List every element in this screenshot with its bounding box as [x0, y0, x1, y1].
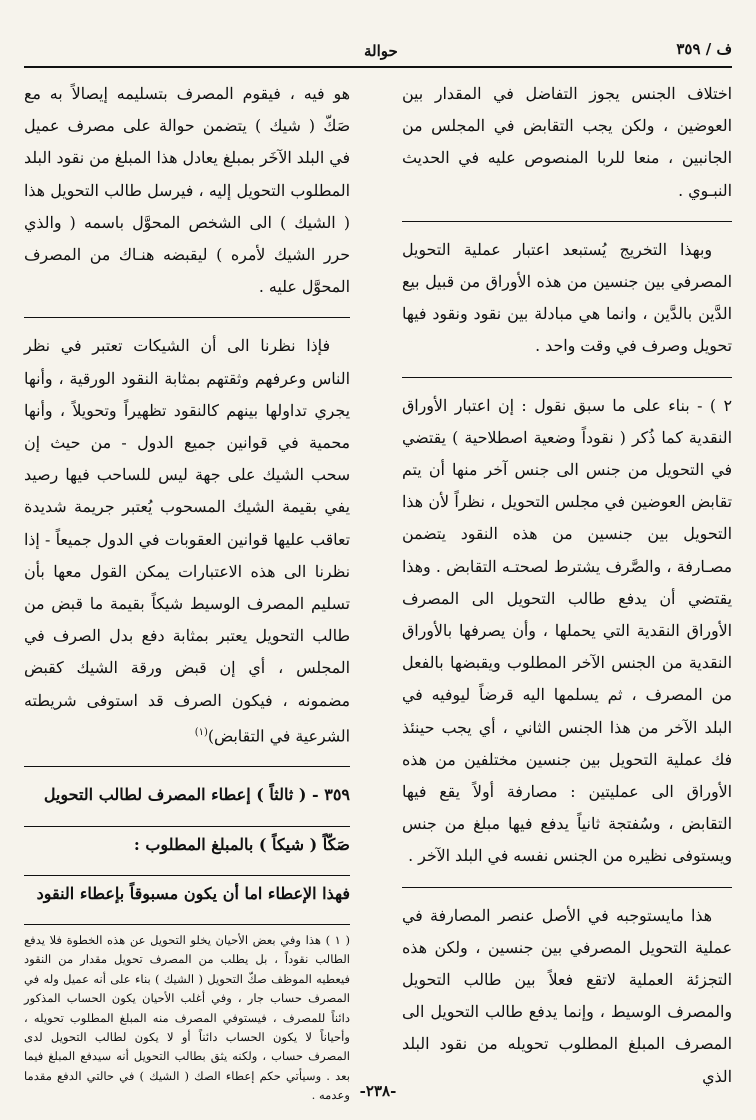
divider [24, 766, 350, 767]
footnote: ( ١ ) هذا وفي بعض الأحيان يخلو التحويل عن هذه الخطوة فلا يدفع الطالب نقوداً ، بل يطلب من المصرف تحويل مقدار من النقود فيعطيه الموظف صكّ التحويل ( الشيك ) بناء على أنه عميل وله في المصرف حساب جار ، وفي أغلب الأحيان يكون الحساب المذكور دائناً للمصرف ، فيستوفي المصرف منه المبلغ المطلوب تحويله ، وأحياناً لا يكون الحساب دائناً أو لا يكون لطالب التحويل لدى المصرف حساب ، ولكنه يثق بطالب التحويل أنه سيدفع المبلغ فيما بعد . وسيأتي حكم إعطاء الصك ( الشيك ) في حالتي الدفع مقدما وعدمه . [24, 932, 350, 1103]
paragraph [24, 330, 350, 752]
right-column [402, 78, 732, 1107]
divider [402, 887, 732, 888]
divider [24, 875, 350, 876]
divider [402, 377, 732, 378]
divider [402, 221, 732, 222]
running-topic: حوالة [364, 42, 398, 60]
page-number: -٢٣٨- [359, 1082, 397, 1100]
paragraph: هذا مايستوجبه في الأصل عنصر المصارفة في عملية التحويل المصرفي بين جنسين ، ولكن هذه التجزئة العملية لاتقع فعلاً بين طالب التحويل والمصرف الوسيط ، وإنما يدفع طالب التحويل الى المصرف المبلغ المطلوب تحويله من نقود البلد الذي [402, 905, 732, 1086]
paragraph: فهذا الإعطاء اما أن يكون مسبوقاً بإعطاء النقود [36, 883, 350, 903]
paragraph-text: فإذا نظرنا الى أن الشيكات تعتبر في نظر الناس وعرفهم وثقتهم بمثابة النقود الورقية ، وأنها يجري تداولها بينهم كالنقود تظهيراً وتحويلاً ، وأنها محمية في قوانين جميع الدول - من حيث إن سحب الشيك على جهة ليس للساحب فيها رصيد يفي بقيمة الشيك المسحوب يُعتبر جريمة شديدة تعاقب عليها قوانين العقوبات في الدول جميعاً - إذا نظرنا الى هذه الاعتبارات يمكن القول معها بأن تسليم المصرف الوسيط شيكاً بقيمة ما قبض من طالب التحويل يعتبر بمثابة دفع بدل الصرف في المجلس ، أي إن قبض ورقة الشيك كقبض مضمونه ، فيكون الصرف قد استوفى شريطته الشرعية في التقابض) [24, 336, 350, 746]
paragraph: ٢ ) - بناء على ما سبق نقول : إن اعتبار الأوراق النقدية كما ذُكر ( نقوداً وضعية اصطلاحية ) يقتضي في التحويل من جنس الى جنس آخر منها أن يتم تقابض العوضين في مجلس التحويل ، نظراً لأن هذا التحويل بين جنسين من هذه النقود يتضمن مصـارفة ، والصَّرف يشترط لصحتـه التقابض . وهذا يقتضي أن يدفع طالب التحويل الى المصرف الأوراق النقدية التي يحملها ، وأن يصرفها بالأوراق النقدية من الجنس الآخر المطلوب ويقبضها بالفعل من المصرف ، ثم يسلمها اليه قرضاً ليوفيه في البلد الآخر من هذا الجنس الثاني ، أي يجب حينئذ فك عملية التحويل بين جنسين مختلفين من هذه الأوراق الى عمليتين : مصارفة أولاً يقع فيها التقابض ، وسُفتجة ثانياً يدفع فيها مبلغ من جنس ويستوفى نظيره من الجنس نفسه في البلد الآخر . [402, 395, 732, 866]
footnote-separator [24, 924, 350, 925]
divider [24, 317, 350, 318]
footnote-marker: (١) [194, 726, 208, 738]
paragraph: اختلاف الجنس يجوز التفاضل في المقدار بين العوضين ، ولكن يجب التقابض في المجلس من الجانبين ، منعا للربا المنصوص عليه في الحديث النبـوي . [402, 84, 732, 200]
section-reference: ف / ٣٥٩ [676, 40, 732, 58]
section-title-continued: صَكّاً ( شيكاً ) بالمبلغ المطلوب : [133, 834, 350, 854]
paragraph: وبهذا التخريج يُستبعد اعتبار عملية التحويل المصرفي بين جنسين من هذه الأوراق من قبيل بيع الدَّين بالدَّين ، وانما هي مبادلة بين نقود ونقود فيها تحويل وصرف في وقت واحد . [402, 239, 732, 356]
section-title: ٣٥٩ - ( ثالثاً ) إعطاء المصرف لطالب التحويل [43, 785, 350, 805]
paragraph: هو فيه ، فيقوم المصرف بتسليمه إيصالاً به مع صَكّ ( شيك ) يتضمن حوالة على مصرف عميل في البلد الآخَر بمبلغ يعادل هذا المبلغ من نقود البلد المطلوب التحويل إليه ، فيرسل طالب التحويل هذا ( الشيك ) الى الشخص المحوَّل باسمه ( والذي حرر الشيك لأمره ) ليقبضه هنـاك من المصرف المحوَّل عليه . [24, 84, 350, 297]
divider [24, 826, 350, 827]
left-column [24, 78, 350, 1120]
page-header [24, 40, 732, 68]
